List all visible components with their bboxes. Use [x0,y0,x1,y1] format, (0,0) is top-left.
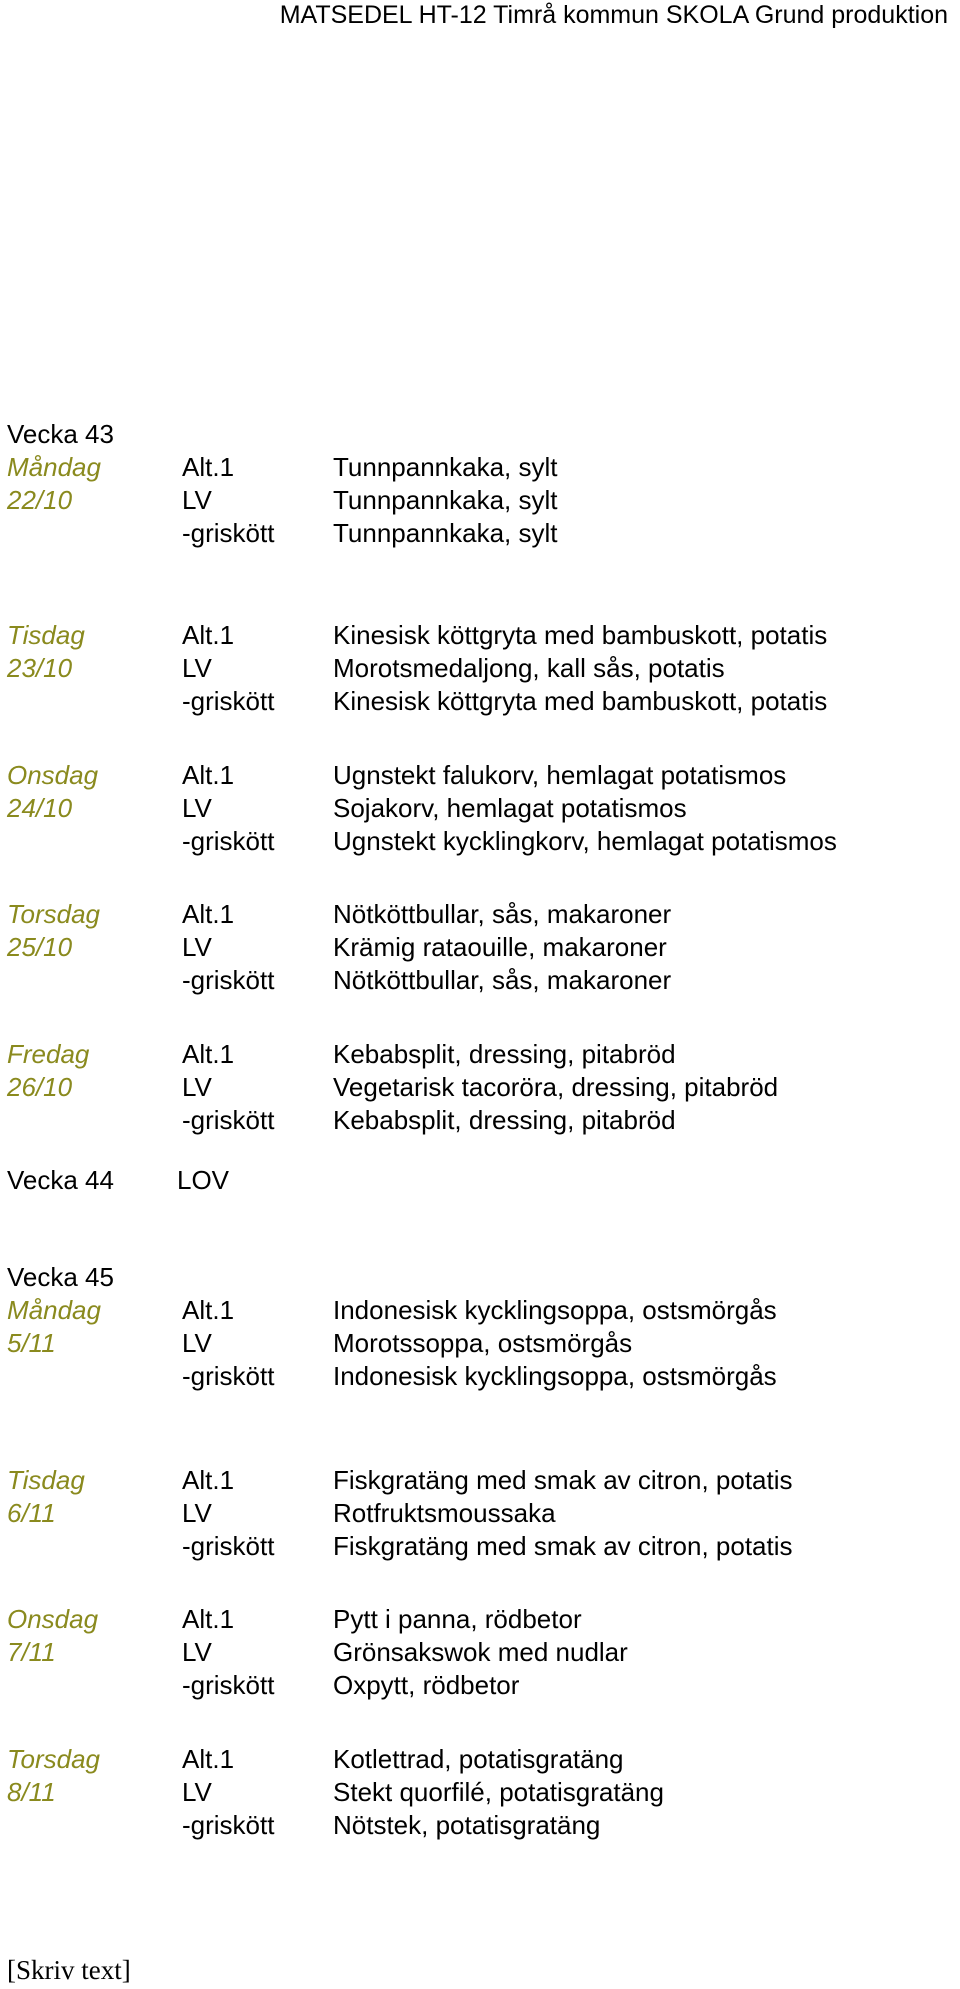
alt-label: LV [182,793,212,823]
day-date: 24/10 [7,793,73,823]
week-label: Vecka 44 [7,1165,114,1195]
dish-text: Kinesisk köttgryta med bambuskott, potatis [333,620,828,650]
page-header: MATSEDEL HT-12 Timrå kommun SKOLA Grund produktion [279,1,948,29]
day-date: 26/10 [7,1072,73,1102]
alt-label: LV [182,1328,212,1358]
dish-text: Indonesisk kycklingsoppa, ostsmörgås [333,1361,777,1391]
day-name: Onsdag [7,760,99,790]
alt-label: Alt.1 [182,1295,235,1325]
day-name: Måndag [7,452,101,482]
week-label: Vecka 45 [7,1262,114,1292]
day-name: Fredag [7,1039,90,1069]
page-footer: [Skriv text] [7,1955,131,1985]
alt-label: Alt.1 [182,1744,235,1774]
dish-text: Krämig rataouille, makaroner [333,932,667,962]
dish-text: Grönsakswok med nudlar [333,1637,628,1667]
day-date: 6/11 [7,1498,56,1528]
alt-label: Alt.1 [182,899,235,929]
alt-label: Alt.1 [182,1465,235,1495]
dish-text: Fiskgratäng med smak av citron, potatis [333,1465,793,1495]
dish-text: Vegetarisk tacoröra, dressing, pitabröd [333,1072,779,1102]
alt-label: Alt.1 [182,452,235,482]
day-name: Onsdag [7,1604,99,1634]
day-date: 5/11 [7,1328,56,1358]
dish-text: Kinesisk köttgryta med bambuskott, potatis [333,686,828,716]
dish-text: Nötköttbullar, sås, makaroner [333,899,672,929]
alt-label: Alt.1 [182,760,235,790]
dish-text: Tunnpannkaka, sylt [333,518,558,548]
alt-label: -griskött [182,1810,275,1840]
alt-label: -griskött [182,826,275,856]
dish-text: Kebabsplit, dressing, pitabröd [333,1039,676,1069]
day-name: Torsdag [7,899,100,929]
dish-text: Kotlettrad, potatisgratäng [333,1744,624,1774]
alt-label: -griskött [182,686,275,716]
alt-label: -griskött [182,1361,275,1391]
alt-label: LV [182,932,212,962]
dish-text: Ugnstekt kycklingkorv, hemlagat potatismos [333,826,837,856]
dish-text: Nötstek, potatisgratäng [333,1810,601,1840]
dish-text: Sojakorv, hemlagat potatismos [333,793,687,823]
alt-label: -griskött [182,965,275,995]
alt-label: LV [182,1777,212,1807]
alt-label: -griskött [182,1670,275,1700]
dish-text: Tunnpannkaka, sylt [333,485,558,515]
dish-text: Pytt i panna, rödbetor [333,1604,582,1634]
alt-label: Alt.1 [182,1039,235,1069]
alt-label: -griskött [182,1531,275,1561]
dish-text: Indonesisk kycklingsoppa, ostsmörgås [333,1295,777,1325]
dish-text: Stekt quorfilé, potatisgratäng [333,1777,664,1807]
day-date: 25/10 [7,932,73,962]
dish-text: Kebabsplit, dressing, pitabröd [333,1105,676,1135]
dish-text: Nötköttbullar, sås, makaroner [333,965,672,995]
week-note: LOV [177,1165,230,1195]
alt-label: -griskött [182,518,275,548]
alt-label: LV [182,1637,212,1667]
day-date: 23/10 [7,653,73,683]
alt-label: Alt.1 [182,1604,235,1634]
dish-text: Morotssoppa, ostsmörgås [333,1328,633,1358]
day-name: Måndag [7,1295,101,1325]
dish-text: Fiskgratäng med smak av citron, potatis [333,1531,793,1561]
day-date: 22/10 [7,485,73,515]
alt-label: Alt.1 [182,620,235,650]
week-label: Vecka 43 [7,419,114,449]
day-name: Tisdag [7,620,85,650]
dish-text: Morotsmedaljong, kall sås, potatis [333,653,725,683]
alt-label: -griskött [182,1105,275,1135]
dish-text: Oxpytt, rödbetor [333,1670,520,1700]
alt-label: LV [182,1072,212,1102]
day-date: 8/11 [7,1777,56,1807]
dish-text: Ugnstekt falukorv, hemlagat potatismos [333,760,787,790]
dish-text: Rotfruktsmoussaka [333,1498,556,1528]
alt-label: LV [182,485,212,515]
alt-label: LV [182,653,212,683]
day-date: 7/11 [7,1637,56,1667]
dish-text: Tunnpannkaka, sylt [333,452,558,482]
day-name: Tisdag [7,1465,85,1495]
alt-label: LV [182,1498,212,1528]
day-name: Torsdag [7,1744,100,1774]
